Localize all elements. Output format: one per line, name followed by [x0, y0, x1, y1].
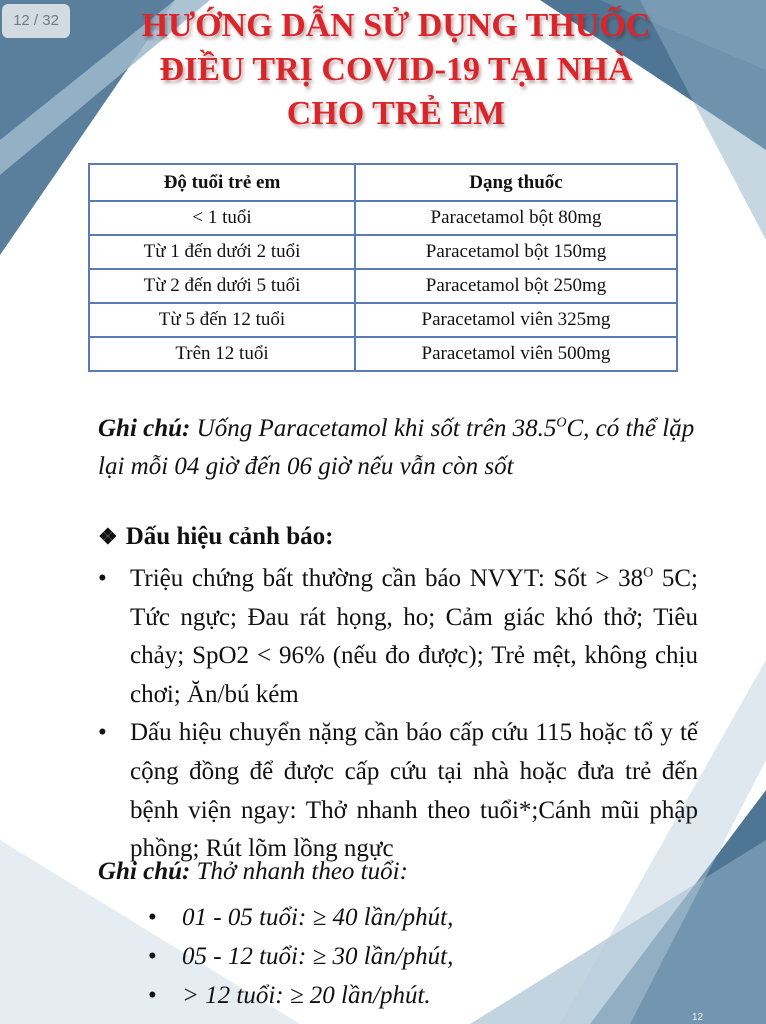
- title-line-2: ĐIỀU TRỊ COVID-19 TẠI NHÀ: [159, 51, 633, 88]
- list-item: [148, 976, 453, 1015]
- dosage-table: [88, 163, 678, 372]
- degree-sup: O: [643, 565, 654, 581]
- rate-text: 01 - 05 tuổi: ≥ 40 lần/phút,: [182, 904, 454, 931]
- header-drug-form: Dạng thuốc: [355, 164, 677, 201]
- warning-list: [98, 560, 698, 869]
- item-text: Dấu hiệu chuyển nặng cần báo cấp cứu 115 hoặc tổ y tế cộng đồng để được cấp cứu tại nhà hoặc đưa trẻ đến bệnh viện ngay: Thở nhanh theo tuổi*;Cánh mũi phập phồng; Rút lõm lồng ngực: [130, 719, 698, 863]
- table-row: [89, 235, 677, 269]
- breathing-note: [98, 858, 408, 886]
- drug-cell: Paracetamol bột 80mg: [355, 201, 677, 235]
- list-item: [98, 560, 698, 714]
- degree-sup: O: [556, 415, 567, 431]
- title-line-1: HƯỚNG DẪN SỬ DỤNG THUỐC: [141, 7, 651, 44]
- table-header-row: [89, 164, 677, 201]
- warning-heading-text: Dấu hiệu cảnh báo:: [125, 523, 334, 550]
- list-item: [148, 898, 453, 937]
- title-line-3: CHO TRẺ EM: [286, 95, 506, 132]
- table-row: [89, 337, 677, 371]
- bullet-icon: •: [148, 943, 157, 970]
- drug-cell: Paracetamol viên 325mg: [355, 303, 677, 337]
- note-label: Ghi chú:: [98, 415, 191, 442]
- page-counter: 12 / 32: [2, 4, 70, 38]
- drug-cell: Paracetamol viên 500mg: [355, 337, 677, 371]
- drug-cell: Paracetamol bột 150mg: [355, 235, 677, 269]
- age-cell: Từ 5 đến 12 tuổi: [89, 303, 355, 337]
- bullet-icon: •: [98, 565, 107, 592]
- item-text-rest: 5C; Tức ngực; Đau rát họng, ho; Cảm giác khó thở; Tiêu chảy; SpO2 < 96% (nếu đo được); Trẻ mệt, không chịu chơi; Ăn/bú kém: [130, 565, 698, 708]
- list-item: [148, 937, 453, 976]
- item-text: Triệu chứng bất thường cần báo NVYT: Sốt > 38: [130, 565, 644, 592]
- breathing-rate-list: [148, 898, 453, 1015]
- age-cell: Trên 12 tuổi: [89, 337, 355, 371]
- header-age: Độ tuổi trẻ em: [89, 164, 355, 201]
- note-text: Thở nhanh theo tuổi:: [190, 858, 408, 885]
- note-text-rest: C, có thể lặp lại mỗi 04 giờ đến 06 giờ nếu vẫn còn sốt: [98, 415, 695, 480]
- table-row: [89, 269, 677, 303]
- table-row: [89, 201, 677, 235]
- age-cell: < 1 tuổi: [89, 201, 355, 235]
- list-item: [98, 714, 698, 868]
- diamond-bullet-icon: ❖: [98, 524, 118, 549]
- age-cell: Từ 2 đến dưới 5 tuổi: [89, 269, 355, 303]
- rate-text: 05 - 12 tuổi: ≥ 30 lần/phút,: [182, 943, 454, 970]
- page-number: 12: [692, 1012, 704, 1023]
- fever-note: [98, 410, 718, 486]
- age-cell: Từ 1 đến dưới 2 tuổi: [89, 235, 355, 269]
- note-label: Ghi chú:: [98, 858, 191, 885]
- table-row: [89, 303, 677, 337]
- bullet-icon: •: [98, 719, 107, 747]
- bullet-icon: •: [148, 904, 157, 931]
- note-text: Uống Paracetamol khi sốt trên 38.5: [190, 415, 557, 442]
- bullet-icon: •: [148, 982, 157, 1009]
- rate-text: > 12 tuổi: ≥ 20 lần/phút.: [182, 982, 431, 1009]
- drug-cell: Paracetamol bột 250mg: [355, 269, 677, 303]
- warning-heading: [98, 523, 333, 551]
- page-title: [60, 4, 732, 136]
